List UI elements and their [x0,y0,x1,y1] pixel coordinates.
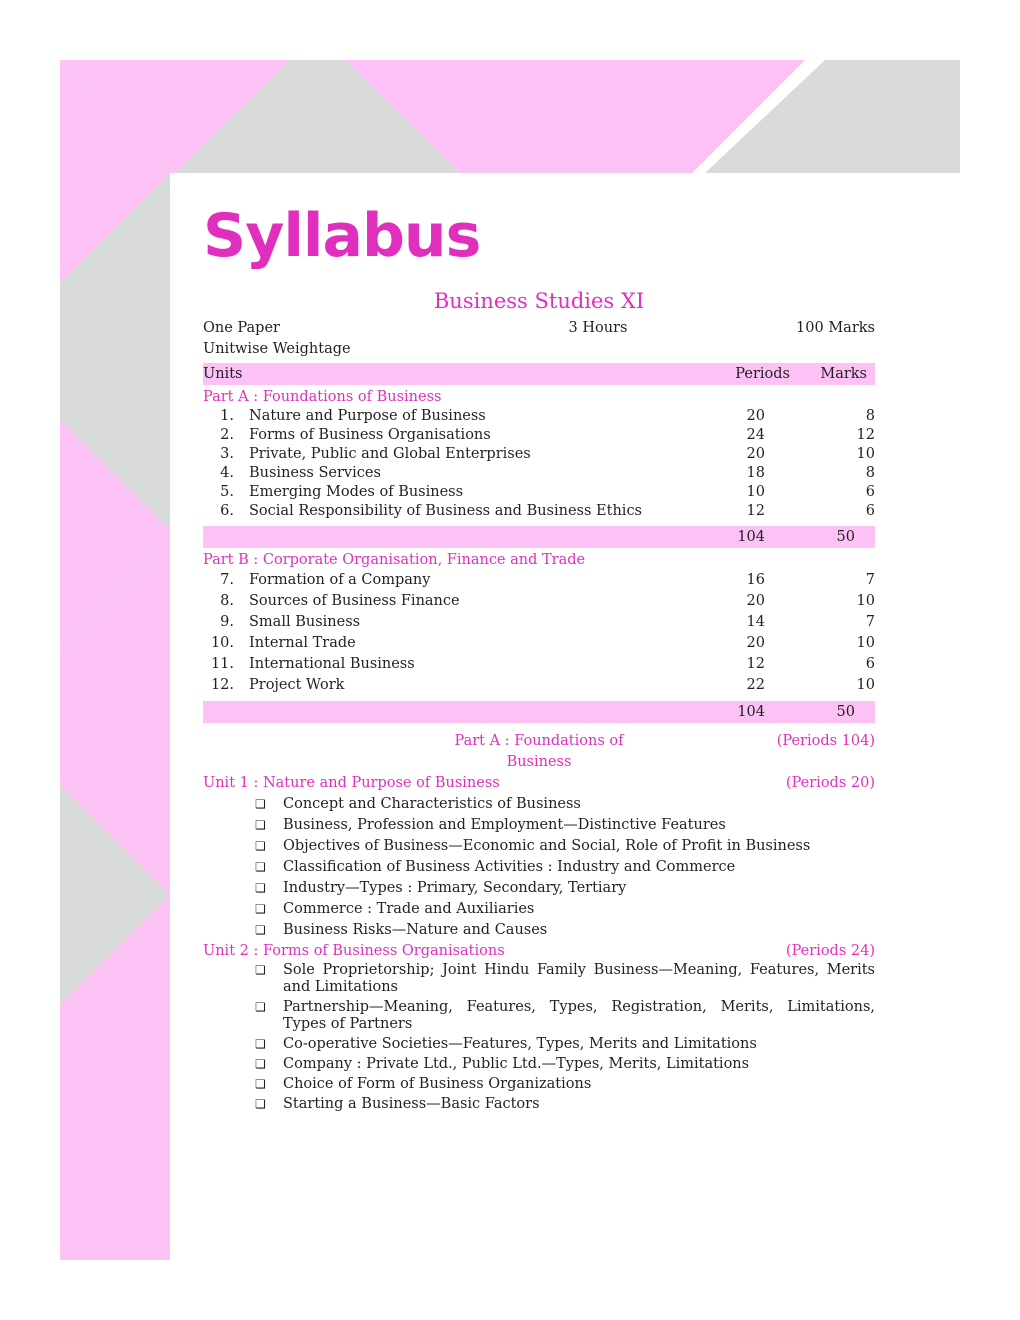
part-b-heading: Part B : Corporate Organisation, Finance and Trade [203,552,586,568]
unit-marks: 6 [865,484,875,500]
part-a-total [203,526,875,548]
header-marks: Marks [820,366,867,382]
header-units: Units [203,366,243,382]
part-b-units [203,570,875,696]
unit-name: Sources of Business Finance [249,593,460,609]
details-part-a-periods: (Periods 104) [776,733,875,749]
checkbox-icon: ❏ [255,1057,266,1071]
paper-info [203,318,875,338]
checkbox-icon: ❏ [255,923,266,937]
unit-periods: 12 [746,503,765,519]
unit-periods: 20 [746,408,765,424]
unit1-topics [203,794,875,941]
unit-number: 7. [220,572,234,588]
checkbox-icon: ❏ [255,797,266,811]
unit2-topics [203,962,875,1113]
page-title: Syllabus [203,201,481,271]
topic-text: Concept and Characteristics of Business [283,796,581,812]
list-item [203,920,875,941]
unit-number: 3. [220,446,234,462]
unit-name: Private, Public and Global Enterprises [249,446,531,462]
list-item [203,1036,875,1053]
weightage-label: Unitwise Weightage [203,341,351,357]
unit1-heading-line [203,773,875,794]
unit-periods: 14 [746,614,765,630]
topic-text: Choice of Form of Business Organizations [283,1076,592,1092]
unit-marks: 10 [856,635,875,651]
paper-count: One Paper [203,320,280,336]
table-row [203,591,875,612]
unit-name: Social Responsibility of Business and Business Ethics [249,503,643,519]
table-row [203,654,875,675]
unit-periods: 22 [746,677,765,693]
paper-duration: 3 Hours [568,320,628,336]
unit-number: 4. [220,465,234,481]
list-item [203,1056,875,1073]
unit-name: Nature and Purpose of Business [249,408,486,424]
unit-number: 5. [220,484,234,500]
topic-text: Classification of Business Activities : Industry and Commerce [283,859,736,875]
unit-number: 9. [220,614,234,630]
unit-periods: 16 [746,572,765,588]
unit-marks: 6 [865,503,875,519]
table-header [203,363,875,385]
table-row [203,633,875,654]
unit-periods: 20 [746,446,765,462]
list-item [203,1076,875,1093]
details-part-a-line [203,731,875,773]
topic-text: Business Risks—Nature and Causes [283,922,548,938]
unit-name: Internal Trade [249,635,356,651]
unit-marks: 10 [856,446,875,462]
total-periods: 104 [737,704,765,720]
unit-number: 10. [210,635,234,651]
total-marks: 50 [836,704,855,720]
table-row [203,570,875,591]
unit-periods: 12 [746,656,765,672]
unit1-periods: (Periods 20) [785,775,875,791]
unit-periods: 18 [746,465,765,481]
topic-text: Partnership—Meaning, Features, Types, Registration, Merits, Limitations, Types of Partners [283,999,875,1032]
unit-periods: 10 [746,484,765,500]
list-item [203,899,875,920]
unit-marks: 7 [865,572,875,588]
list-item [203,836,875,857]
unit-name: Forms of Business Organisations [249,427,491,443]
paper-marks: 100 Marks [796,320,875,336]
checkbox-icon: ❏ [255,839,266,853]
unit-number: 1. [220,408,234,424]
syllabus-content [203,200,875,1116]
unit-periods: 20 [746,635,765,651]
unit2-heading-line [203,941,875,962]
unit-marks: 8 [865,465,875,481]
unit-number: 11. [210,656,234,672]
topic-text: Starting a Business—Basic Factors [283,1096,540,1112]
topic-text: Sole Proprietorship; Joint Hindu Family Business—Meaning, Features, Merits and Limitations [283,962,875,995]
topic-text: Commerce : Trade and Auxiliaries [283,901,535,917]
checkbox-icon: ❏ [255,1097,266,1111]
unit-name: Business Services [249,465,381,481]
list-item [203,999,875,1033]
topic-text: Co-operative Societies—Features, Types, Merits and Limitations [283,1036,757,1052]
list-item [203,857,875,878]
details-part-a-heading: Part A : Foundations of Business [454,733,624,770]
total-marks: 50 [836,529,855,545]
checkbox-icon: ❏ [255,902,266,916]
list-item [203,1096,875,1113]
unit-number: 8. [220,593,234,609]
part-a-units [203,407,875,521]
checkbox-icon: ❏ [255,1037,266,1051]
unit2-periods: (Periods 24) [785,943,875,959]
unit-periods: 20 [746,593,765,609]
unit-name: Formation of a Company [249,572,431,588]
unit1-heading: Unit 1 : Nature and Purpose of Business [203,775,500,791]
part-a-heading: Part A : Foundations of Business [203,389,442,405]
table-row [203,426,875,445]
total-periods: 104 [737,529,765,545]
list-item [203,794,875,815]
unit-number: 6. [220,503,234,519]
checkbox-icon: ❏ [255,818,266,832]
unit-marks: 10 [856,677,875,693]
table-row [203,502,875,521]
list-item [203,962,875,996]
table-row [203,407,875,426]
unit-number: 12. [210,677,234,693]
checkbox-icon: ❏ [255,963,266,977]
table-row [203,445,875,464]
unit2-heading: Unit 2 : Forms of Business Organisations [203,943,505,959]
table-row [203,464,875,483]
table-row [203,675,875,696]
unit-marks: 7 [865,614,875,630]
topic-text: Objectives of Business—Economic and Social, Role of Profit in Business [283,838,811,854]
header-periods: Periods [735,366,790,382]
list-item [203,815,875,836]
unit-marks: 12 [856,427,875,443]
checkbox-icon: ❏ [255,1077,266,1091]
topic-text: Business, Profession and Employment—Distinctive Features [283,817,726,833]
unit-name: International Business [249,656,415,672]
unit-number: 2. [220,427,234,443]
unit-marks: 10 [856,593,875,609]
list-item [203,878,875,899]
table-row [203,612,875,633]
unit-name: Small Business [249,614,361,630]
unit-name: Emerging Modes of Business [249,484,464,500]
topic-text: Company : Private Ltd., Public Ltd.—Types, Merits, Limitations [283,1056,750,1072]
topic-text: Industry—Types : Primary, Secondary, Tertiary [283,880,627,896]
part-b-total [203,701,875,723]
unit-marks: 8 [865,408,875,424]
unit-marks: 6 [865,656,875,672]
page-subtitle: Business Studies XI [433,289,645,313]
table-row [203,483,875,502]
checkbox-icon: ❏ [255,1000,266,1014]
unit-periods: 24 [746,427,765,443]
checkbox-icon: ❏ [255,881,266,895]
checkbox-icon: ❏ [255,860,266,874]
unit-name: Project Work [249,677,345,693]
